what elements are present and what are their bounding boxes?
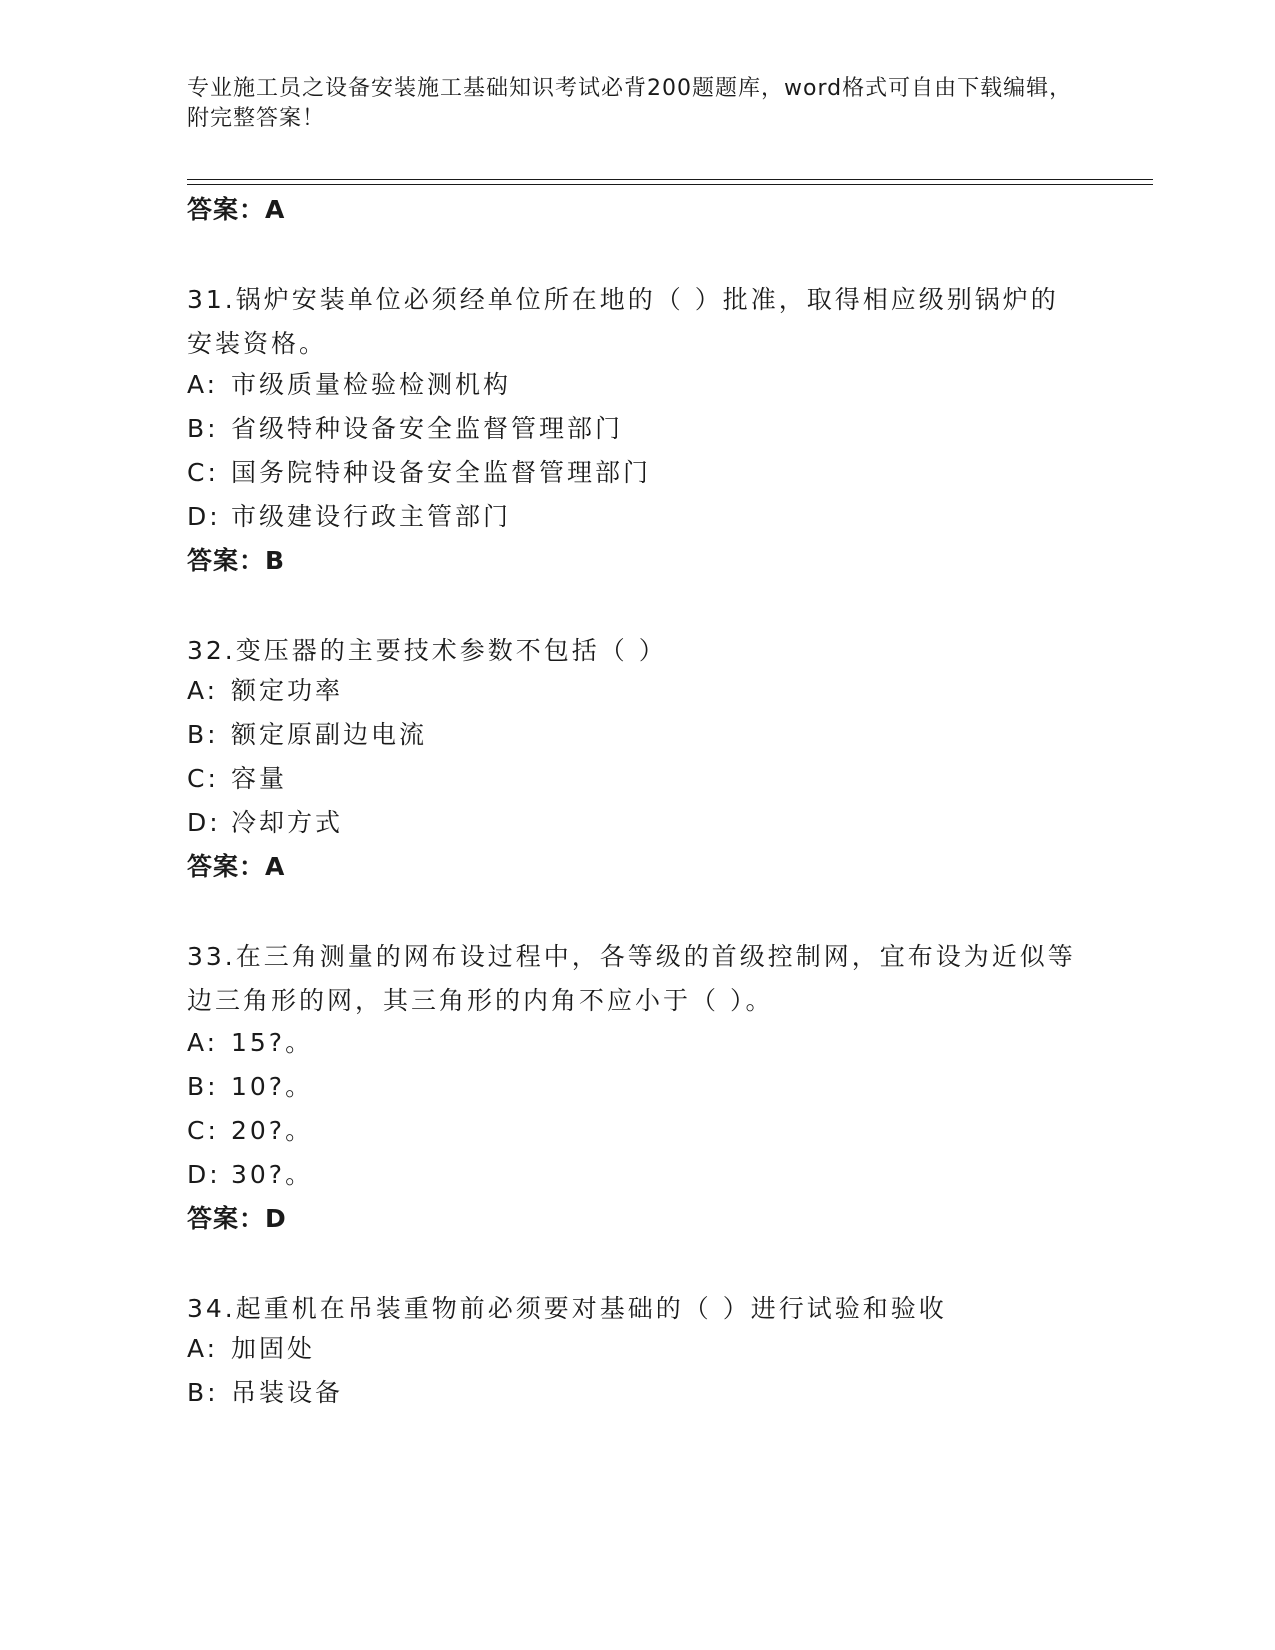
question-32-option-c [187,762,287,796]
question-33-option-b [187,1070,313,1104]
question-34-option-b [187,1376,343,1410]
option-key: C: [187,764,219,793]
option-key: C: [187,1116,219,1145]
question-31-answer: 答案：B [187,546,286,575]
option-text: 10?。 [231,1072,314,1101]
question-34-option-a [187,1332,315,1366]
question-33-option-c [187,1114,313,1148]
question-31-option-a [187,368,511,402]
option-key: D: [187,1160,221,1189]
option-key: A: [187,1334,219,1363]
document-header: 专业施工员之设备安装施工基础知识考试必背200题题库，word格式可自由下载编辑，附完整答案！ [187,76,1073,131]
option-text: 容量 [231,764,288,793]
question-34-text: 34.起重机在吊装重物前必须要对基础的（ ）进行试验和验收 [187,1294,947,1323]
option-key: C: [187,458,219,487]
question-32-option-b [187,718,427,752]
option-text: 额定原副边电流 [231,720,428,749]
question-33-text: 33.在三角测量的网布设过程中，各等级的首级控制网，宜布设为近似等边三角形的网，其三角形的内角不应小于（ ）。 [187,942,1076,1015]
option-key: B: [187,414,219,443]
header-divider-bottom [187,184,1153,185]
option-text: 吊装设备 [231,1378,344,1407]
question-31-option-d [187,500,511,534]
option-key: A: [187,676,219,705]
question-33-option-d [187,1158,313,1192]
question-32-answer: 答案：A [187,852,286,881]
option-key: A: [187,370,219,399]
question-31-option-b [187,412,623,446]
option-text: 30?。 [231,1160,314,1189]
option-key: B: [187,720,219,749]
question-31-text: 31.锅炉安装单位必须经单位所在地的（ ）批准，取得相应级别锅炉的安装资格。 [187,285,1059,358]
answer-prev: 答案：A [187,195,286,224]
option-key: D: [187,502,221,531]
option-key: B: [187,1378,219,1407]
question-33-answer: 答案：D [187,1204,287,1233]
question-32-option-a [187,674,343,708]
question-31-option-c [187,456,651,490]
option-key: D: [187,808,221,837]
option-text: 市级质量检验检测机构 [231,370,512,399]
option-text: 国务院特种设备安全监督管理部门 [231,458,652,487]
option-text: 15?。 [231,1028,314,1057]
option-text: 20?。 [231,1116,314,1145]
question-32-option-d [187,806,343,840]
option-text: 额定功率 [231,676,344,705]
option-text: 省级特种设备安全监督管理部门 [231,414,624,443]
option-key: A: [187,1028,219,1057]
option-text: 冷却方式 [231,808,344,837]
option-text: 加固处 [231,1334,316,1363]
option-text: 市级建设行政主管部门 [231,502,512,531]
option-key: B: [187,1072,219,1101]
question-32-text: 32.变压器的主要技术参数不包括（ ） [187,636,667,665]
header-divider-top [187,179,1153,180]
question-33-option-a [187,1026,313,1060]
